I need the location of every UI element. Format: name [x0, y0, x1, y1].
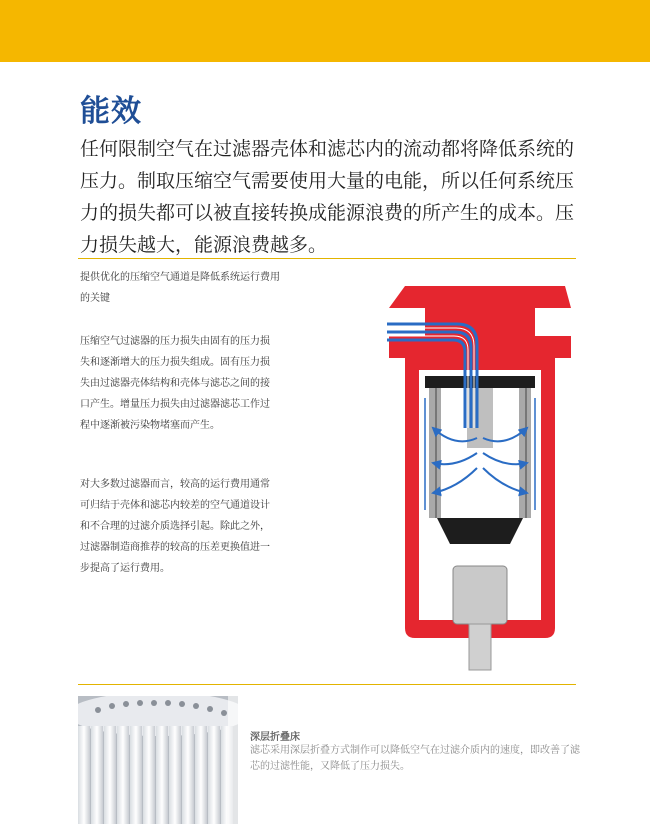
body-paragraph-2: 对大多数过滤器而言，较高的运行费用通常可归结于壳体和滤芯内较差的空气通道设计和不合理的过滤介质选择引起。除此之外，过滤器制造商推荐的较高的压差更换值进一步提高了运行费用。	[80, 479, 270, 574]
pleated-filter-element-photo	[78, 696, 238, 824]
top-color-band	[0, 0, 650, 62]
lead-paragraph: 任何限制空气在过滤器壳体和滤芯内的流动都将降低系统的压力。制取压缩空气需要使用大量的电能，所以任何系统压力的损失都可以被直接转换成能源浪费的所产生的成本。压力损失越大，能源浪费越多。	[80, 138, 575, 256]
section-divider-bottom	[78, 684, 576, 685]
drain-outlet	[469, 624, 491, 670]
body-paragraph-1: 压缩空气过滤器的压力损失由固有的压力损失和逐渐增大的压力损失组成。固有压力损失由过滤器壳体结构和壳体与滤芯之间的接口产生。增量压力损失由过滤器滤芯工作过程中逐渐被污染物堵塞而产生。	[80, 336, 270, 431]
drain-body	[453, 566, 507, 624]
housing-head	[389, 286, 571, 358]
section-subheading: 提供优化的压缩空气通道是降低系统运行费用的关键	[80, 272, 280, 304]
element-top-cap	[425, 376, 535, 388]
element-bottom-cap	[437, 518, 523, 544]
caption-text: 滤芯采用深层折叠方式制作可以降低空气在过滤介质内的速度，即改善了滤芯的过滤性能，又降低了压力损失。	[250, 745, 580, 772]
section-divider-top	[78, 258, 576, 259]
filter-cross-section-diagram	[385, 278, 575, 678]
page-title: 能效	[80, 94, 142, 129]
caption-title: 深层折叠床	[250, 732, 300, 743]
